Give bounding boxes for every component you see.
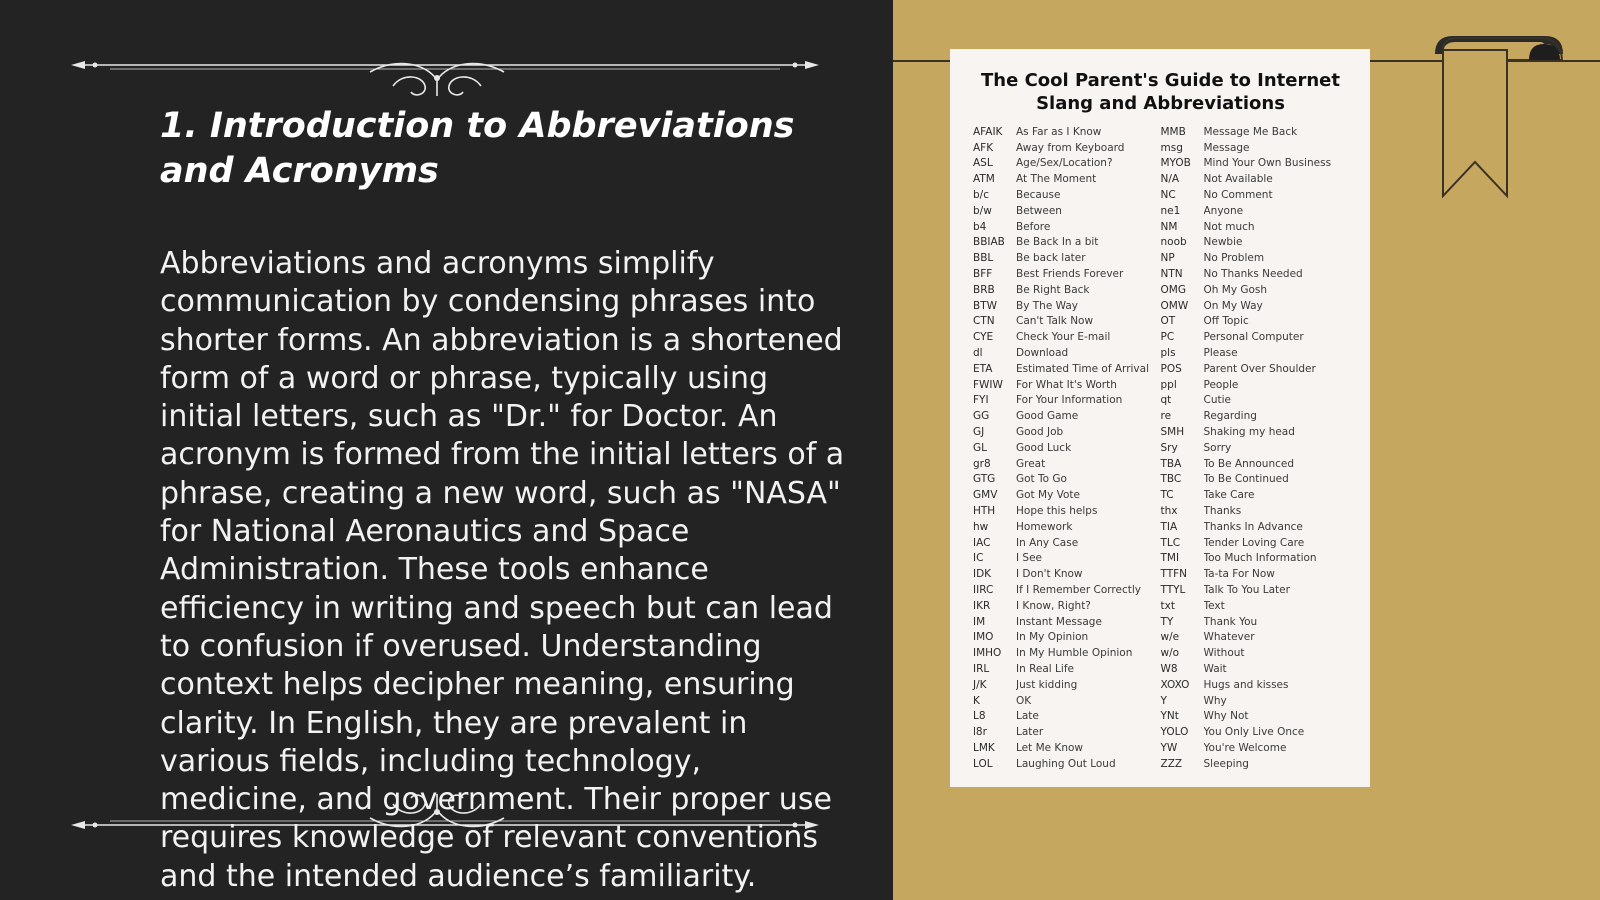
- guide-entry-meaning: In My Opinion: [1016, 631, 1089, 644]
- guide-entry: [1161, 693, 1349, 709]
- guide-entry: [1161, 440, 1349, 456]
- guide-entry-abbreviation: W8: [1160, 662, 1178, 675]
- guide-entry-abbreviation: TY: [1160, 615, 1174, 628]
- guide-entry-abbreviation: FWIW: [973, 378, 1003, 391]
- guide-entry-abbreviation: TBC: [1160, 473, 1182, 486]
- guide-entry-abbreviation: AFAIK: [973, 125, 1003, 138]
- guide-entry-abbreviation: TMI: [1160, 552, 1180, 565]
- guide-entry: [973, 219, 1161, 235]
- guide-entry: [1161, 551, 1349, 567]
- guide-entry-meaning: Why: [1203, 694, 1227, 707]
- guide-entry: [1161, 345, 1349, 361]
- guide-entry-meaning: Hope this helps: [1016, 505, 1098, 518]
- guide-entry-abbreviation: IIRC: [973, 584, 994, 596]
- guide-entry-abbreviation: CTN: [973, 315, 995, 328]
- guide-entry-abbreviation: YNt: [1160, 710, 1179, 723]
- guide-entry-meaning: In My Humble Opinion: [1016, 647, 1133, 660]
- guide-entry-abbreviation: NTN: [1160, 268, 1183, 281]
- guide-entry: [973, 203, 1161, 219]
- guide-entry-abbreviation: b/w: [973, 204, 992, 217]
- guide-entry: [1161, 219, 1349, 235]
- guide-entry-meaning: Parent Over Shoulder: [1203, 362, 1316, 375]
- guide-entry-abbreviation: Sry: [1160, 441, 1178, 454]
- guide-entry-meaning: Away from Keyboard: [1016, 141, 1125, 154]
- guide-entry-abbreviation: l8r: [973, 726, 987, 739]
- guide-entry: [1161, 250, 1349, 266]
- slide-body-text: Abbreviations and acronyms simplify communication by condensing phrases into shorter forms. An abbreviation is a shortened form of a word or phrase, typically using initial letters, such as "Dr." for Doctor. An acronym is formed from the initial letters of a phrase, creating a new word, such as "NASA" for National Aeronautics and Space Administration. These tools enhance efficiency in writing and speech but can lead to confusion if overused. Understanding context helps decipher meaning, ensuring clarity. In English, they are prevalent in various fields, including technology, medicine, and government. Their proper use requires knowledge of relevant conventions and the intended audience’s familiarity.: [160, 246, 845, 894]
- guide-entry: [973, 140, 1161, 156]
- guide-entry-meaning: At The Moment: [1016, 173, 1097, 186]
- guide-entry-abbreviation: ATM: [973, 173, 995, 186]
- guide-entry: [973, 566, 1161, 582]
- guide-entry-meaning: Shaking my head: [1203, 426, 1295, 439]
- guide-entry-abbreviation: thx: [1160, 505, 1178, 518]
- guide-entry-abbreviation: TTFN: [1160, 568, 1188, 581]
- guide-entry-meaning: Good Game: [1016, 410, 1079, 423]
- guide-entry-meaning: Homework: [1016, 520, 1073, 533]
- guide-entry-abbreviation: IKR: [973, 599, 991, 612]
- guide-entry-meaning: If I Remember Correctly: [1016, 584, 1142, 596]
- guide-entry-meaning: Just kidding: [1016, 678, 1078, 691]
- guide-entry-abbreviation: noob: [1160, 236, 1187, 249]
- guide-entry-meaning: Not much: [1203, 220, 1255, 233]
- guide-entry-meaning: No Thanks Needed: [1203, 268, 1303, 281]
- guide-entry: [973, 693, 1161, 709]
- guide-entry: [1161, 124, 1349, 140]
- guide-entry-abbreviation: L8: [973, 710, 986, 723]
- guide-entry: [973, 661, 1161, 677]
- guide-entry: [973, 393, 1161, 409]
- guide-entry-abbreviation: TIA: [1160, 520, 1178, 533]
- guide-entry: [1161, 756, 1349, 772]
- guide-entry: [1161, 645, 1349, 661]
- guide-entry-meaning: Because: [1016, 189, 1061, 202]
- guide-entry-abbreviation: IAC: [973, 536, 991, 549]
- guide-entry: [1161, 282, 1349, 298]
- guide-entry: [1161, 377, 1349, 393]
- guide-entry-abbreviation: AFK: [973, 141, 994, 154]
- guide-entry-meaning: Not Available: [1203, 173, 1273, 186]
- guide-entry-abbreviation: pls: [1160, 347, 1176, 360]
- guide-entry-meaning: Thank You: [1203, 615, 1258, 628]
- guide-entry-abbreviation: POS: [1160, 362, 1182, 375]
- guide-entry-abbreviation: TLC: [1160, 536, 1181, 549]
- guide-entry-meaning: Ta-ta For Now: [1203, 568, 1275, 581]
- guide-entry-abbreviation: HTH: [973, 505, 996, 518]
- guide-entry: [1161, 503, 1349, 519]
- guide-entry: [973, 551, 1161, 567]
- guide-entry-abbreviation: ne1: [1160, 204, 1181, 217]
- guide-entry: [973, 424, 1161, 440]
- guide-entry-meaning: Got To Go: [1016, 473, 1067, 486]
- guide-entry-abbreviation: GG: [973, 410, 990, 423]
- top-ornament-divider: [65, 48, 825, 104]
- guide-entry-abbreviation: re: [1160, 410, 1172, 423]
- guide-entry-abbreviation: TTYL: [1160, 584, 1186, 596]
- guide-entry: [973, 598, 1161, 614]
- guide-entry-meaning: Why Not: [1203, 710, 1249, 723]
- guide-entry: [1161, 535, 1349, 551]
- guide-entry: [1161, 298, 1349, 314]
- guide-entry-meaning: By The Way: [1016, 299, 1078, 312]
- guide-entry-abbreviation: TBA: [1160, 457, 1182, 470]
- guide-entry-abbreviation: IC: [973, 552, 984, 565]
- guide-entry-meaning: Take Care: [1203, 489, 1255, 502]
- guide-entry-abbreviation: BTW: [973, 299, 997, 312]
- guide-entry: [1161, 677, 1349, 693]
- guide-entry: [973, 630, 1161, 646]
- guide-entry-meaning: Good Luck: [1016, 441, 1072, 454]
- guide-entry-abbreviation: IM: [973, 615, 986, 628]
- guide-entry: [1161, 519, 1349, 535]
- guide-entry-abbreviation: ZZZ: [1160, 757, 1183, 770]
- guide-entry: [973, 314, 1161, 330]
- guide-entry-meaning: In Any Case: [1016, 536, 1079, 549]
- guide-entry-abbreviation: b4: [973, 220, 987, 233]
- guide-entry-meaning: On My Way: [1203, 299, 1263, 312]
- guide-entry-abbreviation: YW: [1160, 741, 1178, 754]
- guide-entry: [973, 250, 1161, 266]
- guide-entry-abbreviation: MMB: [1160, 125, 1186, 138]
- guide-entry-meaning: Be Back In a bit: [1016, 236, 1099, 249]
- guide-entry: [973, 377, 1161, 393]
- slide-title: 1. Introduction to Abbreviations and Acronyms: [160, 106, 795, 191]
- guide-entry: [1161, 472, 1349, 488]
- guide-entry-abbreviation: PC: [1160, 331, 1175, 344]
- guide-entry-abbreviation: GTG: [973, 473, 996, 486]
- guide-entry-meaning: I Know, Right?: [1016, 599, 1091, 612]
- guide-entry-abbreviation: BBIAB: [973, 236, 1005, 249]
- guide-entry-meaning: Regarding: [1203, 410, 1257, 423]
- guide-entry-meaning: Personal Computer: [1203, 331, 1304, 344]
- guide-entry-meaning: Thanks: [1203, 505, 1242, 518]
- guide-entry: [973, 756, 1161, 772]
- guide-entry: [973, 235, 1161, 251]
- guide-entry-meaning: To Be Continued: [1203, 473, 1289, 486]
- guide-entry-abbreviation: IMHO: [973, 647, 1002, 660]
- guide-entry-meaning: Late: [1016, 710, 1039, 723]
- guide-title: The Cool Parent's Guide to Internet Slang and Abbreviations: [981, 70, 1340, 114]
- guide-entry-meaning: Later: [1016, 726, 1044, 739]
- guide-entry-meaning: Be Right Back: [1016, 283, 1090, 296]
- guide-entry: [973, 408, 1161, 424]
- guide-entry-meaning: Instant Message: [1016, 615, 1102, 628]
- guide-entry: [973, 614, 1161, 630]
- guide-entry-meaning: I See: [1016, 552, 1043, 565]
- guide-entry: [1161, 724, 1349, 740]
- guide-entry-meaning: Oh My Gosh: [1203, 283, 1268, 296]
- guide-entry-meaning: Cutie: [1203, 394, 1231, 407]
- guide-entry-abbreviation: ppl: [1160, 378, 1177, 391]
- guide-entry-meaning: Be back later: [1016, 252, 1086, 265]
- guide-entry: [973, 645, 1161, 661]
- guide-entry: [973, 677, 1161, 693]
- guide-entry-abbreviation: txt: [1160, 599, 1175, 612]
- guide-entry-meaning: People: [1203, 378, 1239, 391]
- guide-entry: [973, 345, 1161, 361]
- guide-entry-meaning: Message: [1203, 141, 1250, 154]
- guide-entry: [973, 487, 1161, 503]
- guide-entry-abbreviation: OMW: [1160, 299, 1189, 312]
- guide-entry-meaning: As Far as I Know: [1016, 125, 1102, 138]
- guide-entry-meaning: Whatever: [1203, 631, 1255, 644]
- guide-entry: [973, 582, 1161, 598]
- guide-entry: [1161, 614, 1349, 630]
- guide-entry: [1161, 314, 1349, 330]
- guide-entry: [973, 440, 1161, 456]
- guide-entry-abbreviation: ASL: [973, 157, 993, 170]
- guide-entry-meaning: Newbie: [1203, 236, 1243, 249]
- guide-entry-meaning: Let Me Know: [1016, 741, 1083, 754]
- guide-entry-abbreviation: YOLO: [1160, 726, 1189, 739]
- guide-entry-meaning: You Only Live Once: [1203, 726, 1305, 739]
- guide-entry: [1161, 582, 1349, 598]
- guide-entry-meaning: Tender Loving Care: [1203, 536, 1305, 549]
- guide-entry-abbreviation: GJ: [973, 426, 985, 439]
- guide-entry-meaning: OK: [1016, 694, 1032, 707]
- guide-entry-meaning: No Comment: [1203, 189, 1273, 202]
- guide-entry-meaning: Message Me Back: [1203, 125, 1298, 138]
- guide-entry: [973, 708, 1161, 724]
- guide-entry-abbreviation: OT: [1160, 315, 1176, 328]
- guide-entry-meaning: Between: [1016, 204, 1062, 217]
- guide-entry: [973, 472, 1161, 488]
- guide-entry: [973, 361, 1161, 377]
- guide-entry-abbreviation: qt: [1160, 394, 1172, 407]
- guide-entry: [1161, 235, 1349, 251]
- guide-entry-meaning: Age/Sex/Location?: [1016, 157, 1113, 170]
- guide-entry-meaning: Too Much Information: [1203, 552, 1317, 565]
- guide-entry-abbreviation: XOXO: [1160, 678, 1190, 691]
- guide-entry: [973, 282, 1161, 298]
- guide-entry-abbreviation: IRL: [973, 662, 990, 675]
- guide-entry: [973, 740, 1161, 756]
- guide-entry: [973, 298, 1161, 314]
- guide-entry-abbreviation: BFF: [973, 268, 993, 281]
- slang-guide-card: [950, 49, 1370, 787]
- guide-entry-abbreviation: msg: [1160, 141, 1183, 154]
- guide-entry-meaning: For What It's Worth: [1016, 378, 1117, 391]
- guide-entry-abbreviation: MYOB: [1160, 157, 1191, 170]
- guide-entry: [1161, 487, 1349, 503]
- guide-entry-abbreviation: IDK: [973, 568, 992, 581]
- guide-entry-meaning: Mind Your Own Business: [1203, 157, 1332, 170]
- bookmark-ribbon-icon: [1435, 36, 1563, 200]
- guide-entry-abbreviation: K: [973, 694, 980, 707]
- guide-entry-abbreviation: LMK: [973, 741, 995, 754]
- guide-entry-meaning: Talk To You Later: [1203, 584, 1290, 596]
- guide-entry: [1161, 408, 1349, 424]
- guide-entry-meaning: In Real Life: [1016, 662, 1074, 675]
- guide-entry-meaning: Can't Talk Now: [1016, 315, 1094, 328]
- guide-entry-meaning: Estimated Time of Arrival: [1016, 362, 1149, 375]
- guide-entry-abbreviation: TC: [1160, 489, 1174, 502]
- guide-entry: [1161, 140, 1349, 156]
- guide-entry-abbreviation: LOL: [973, 757, 993, 770]
- guide-entry-meaning: Check Your E-mail: [1016, 331, 1111, 344]
- guide-entry-abbreviation: NC: [1160, 189, 1176, 202]
- guide-entry-meaning: Great: [1016, 457, 1046, 470]
- guide-entry-meaning: Off Topic: [1203, 315, 1249, 328]
- guide-entry-meaning: Good Job: [1016, 426, 1064, 439]
- guide-entry-abbreviation: ETA: [973, 362, 993, 375]
- guide-entry-abbreviation: dl: [973, 347, 983, 360]
- guide-entry: [1161, 630, 1349, 646]
- guide-entry-abbreviation: b/c: [973, 189, 989, 202]
- guide-entry: [1161, 708, 1349, 724]
- guide-entry-abbreviation: GL: [973, 441, 987, 454]
- guide-entry: [1161, 187, 1349, 203]
- guide-entry-abbreviation: FYI: [973, 394, 989, 407]
- guide-entry: [973, 124, 1161, 140]
- guide-entry-meaning: Hugs and kisses: [1203, 678, 1289, 691]
- guide-entry-abbreviation: IMO: [973, 631, 994, 644]
- guide-entry: [1161, 424, 1349, 440]
- guide-entry: [1161, 329, 1349, 345]
- guide-entry-meaning: For Your Information: [1016, 394, 1123, 407]
- guide-entry-meaning: No Problem: [1203, 252, 1265, 265]
- guide-entry-abbreviation: w/o: [1160, 647, 1180, 660]
- guide-entry-meaning: Text: [1203, 599, 1225, 612]
- guide-entry: [973, 171, 1161, 187]
- guide-right-column: [1161, 124, 1349, 772]
- guide-entry: [1161, 393, 1349, 409]
- guide-entry-meaning: Thanks In Advance: [1203, 520, 1303, 533]
- guide-entry: [973, 456, 1161, 472]
- guide-entry-abbreviation: NM: [1160, 220, 1178, 233]
- guide-entry: [973, 156, 1161, 172]
- guide-entry: [1161, 456, 1349, 472]
- guide-entry: [973, 329, 1161, 345]
- guide-entry: [973, 535, 1161, 551]
- guide-entry-meaning: You're Welcome: [1203, 741, 1287, 754]
- guide-entry-abbreviation: NP: [1160, 252, 1175, 265]
- guide-entry: [1161, 171, 1349, 187]
- guide-entry: [1161, 661, 1349, 677]
- guide-entry-meaning: Before: [1016, 220, 1051, 233]
- guide-entry-meaning: I Don't Know: [1016, 568, 1083, 581]
- guide-entry: [1161, 598, 1349, 614]
- guide-entry-abbreviation: w/e: [1160, 631, 1180, 644]
- guide-entry: [1161, 266, 1349, 282]
- guide-entry: [1161, 740, 1349, 756]
- guide-entry-abbreviation: hw: [973, 520, 989, 533]
- guide-entry-abbreviation: Y: [1160, 694, 1167, 707]
- guide-entry: [1161, 203, 1349, 219]
- guide-entry: [1161, 566, 1349, 582]
- guide-entry-abbreviation: SMH: [1160, 426, 1185, 439]
- guide-entry-abbreviation: BRB: [973, 283, 995, 296]
- guide-entry: [973, 503, 1161, 519]
- guide-entry: [973, 724, 1161, 740]
- guide-entry: [973, 266, 1161, 282]
- guide-entry-meaning: Without: [1203, 647, 1245, 660]
- guide-entry-meaning: Sorry: [1203, 441, 1232, 454]
- guide-left-column: [973, 124, 1161, 772]
- guide-entry-abbreviation: N/A: [1160, 173, 1180, 186]
- guide-entry-abbreviation: CYE: [973, 331, 994, 344]
- guide-entry-meaning: Got My Vote: [1016, 489, 1080, 502]
- guide-entry-meaning: To Be Announced: [1203, 457, 1295, 470]
- guide-entry-meaning: Please: [1203, 347, 1238, 360]
- guide-entry-meaning: Sleeping: [1203, 757, 1249, 770]
- guide-columns: [973, 124, 1348, 772]
- guide-entry: [1161, 361, 1349, 377]
- guide-entry-abbreviation: BBL: [973, 252, 994, 265]
- guide-entry-meaning: Laughing Out Loud: [1016, 757, 1116, 770]
- guide-entry: [973, 519, 1161, 535]
- guide-entry-abbreviation: gr8: [973, 457, 991, 470]
- guide-entry: [1161, 156, 1349, 172]
- guide-entry-meaning: Best Friends Forever: [1016, 268, 1124, 281]
- guide-entry-meaning: Wait: [1203, 662, 1227, 675]
- guide-entry-meaning: Download: [1016, 347, 1069, 360]
- guide-entry-abbreviation: J/K: [973, 678, 987, 691]
- guide-entry-abbreviation: GMV: [973, 489, 998, 502]
- guide-entry: [973, 187, 1161, 203]
- guide-entry-abbreviation: OMG: [1160, 283, 1186, 296]
- guide-entry-meaning: Anyone: [1203, 204, 1244, 217]
